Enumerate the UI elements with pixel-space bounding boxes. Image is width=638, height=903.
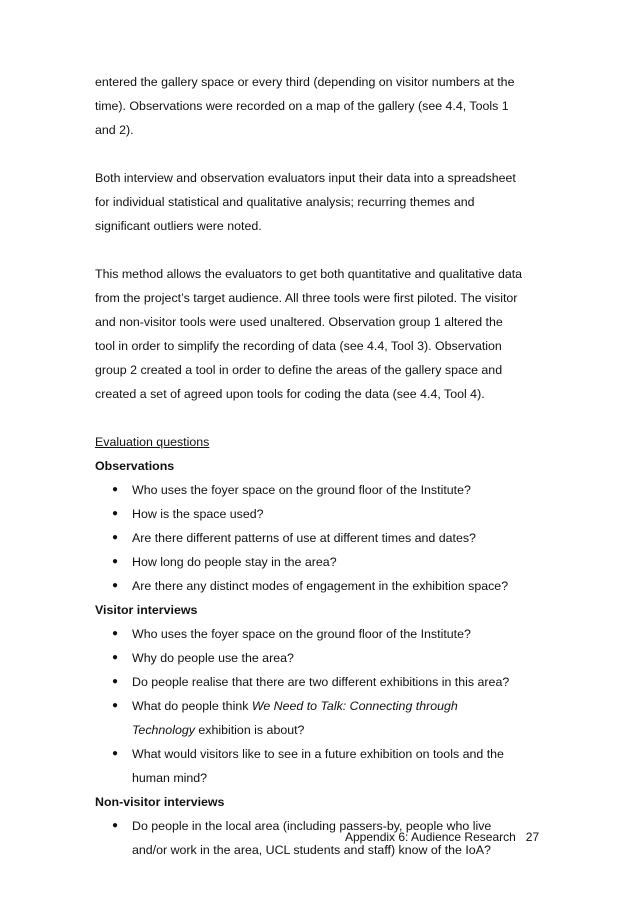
- question-text: What do people think: [132, 699, 252, 713]
- text-line: Both interview and observation evaluators input their data into a spreadsheet: [95, 171, 516, 185]
- list-item: [95, 478, 555, 502]
- question-text: Do people realise that there are two different exhibitions in this area?: [132, 675, 510, 689]
- observations-heading: Observations: [95, 459, 175, 473]
- list-item: [95, 622, 555, 646]
- question-text-line: [132, 694, 555, 718]
- question-text: How long do people stay in the area?: [132, 555, 337, 569]
- list-item: [95, 526, 555, 550]
- text-line: for individual statistical and qualitative analysis; recurring themes and: [95, 195, 475, 209]
- text-line: from the project’s target audience. All three tools were first piloted. The visitor: [95, 291, 518, 305]
- text-line: group 2 created a tool in order to define the areas of the gallery space and: [95, 363, 503, 377]
- question-text: Who uses the foyer space on the ground floor of the Institute?: [132, 627, 471, 641]
- text-line: This method allows the evaluators to get both quantitative and qualitative data: [95, 267, 523, 281]
- list-item: [95, 574, 555, 598]
- paragraph-method-observations: [95, 70, 555, 142]
- visitor-interviews-heading: Visitor interviews: [95, 603, 198, 617]
- list-item: [95, 502, 555, 526]
- text-line: and 2).: [95, 123, 134, 137]
- page-number: 27: [525, 830, 540, 844]
- question-text: Are there different patterns of use at different times and dates?: [132, 531, 476, 545]
- bullet-icon: ●: [112, 508, 119, 519]
- bullet-icon: ●: [112, 580, 119, 591]
- question-text-line: and/or work in the area, UCL students and staff) know of the IoA?: [132, 843, 491, 857]
- question-text-line: [132, 718, 555, 742]
- bullet-icon: ●: [112, 700, 119, 711]
- question-text-line: human mind?: [132, 771, 208, 785]
- question-text: How is the space used?: [132, 507, 264, 521]
- exhibition-title: We Need to Talk: Connecting through: [251, 699, 458, 713]
- bullet-icon: ●: [112, 652, 119, 663]
- text-line: tool in order to simplify the recording of data (see 4.4, Tool 3). Observation: [95, 339, 502, 353]
- exhibition-title: Technology: [132, 723, 195, 737]
- text-line: significant outliers were noted.: [95, 219, 262, 233]
- question-text-line: What would visitors like to see in a future exhibition on tools and the: [132, 747, 504, 761]
- text-line: entered the gallery space or every third (depending on visitor numbers at the: [95, 75, 515, 89]
- text-line: created a set of agreed upon tools for coding the data (see 4.4, Tool 4).: [95, 387, 485, 401]
- question-text: Who uses the foyer space on the ground floor of the Institute?: [132, 483, 471, 497]
- bullet-icon: ●: [112, 484, 119, 495]
- document-page: [95, 70, 555, 862]
- bullet-icon: ●: [112, 748, 119, 759]
- bullet-icon: ●: [112, 532, 119, 543]
- question-text: exhibition is about?: [194, 723, 305, 737]
- list-item: [95, 742, 555, 790]
- observations-question-list: [95, 478, 555, 598]
- list-item: [95, 670, 555, 694]
- evaluation-questions-heading: Evaluation questions: [95, 435, 210, 449]
- question-text: Are there any distinct modes of engagement in the exhibition space?: [132, 579, 509, 593]
- paragraph-data-input: [95, 166, 555, 238]
- page-footer: [345, 829, 539, 845]
- list-item: [95, 550, 555, 574]
- footer-label: Appendix 6: Audience Research: [345, 830, 516, 844]
- question-text-line: Do people in the local area (including passers-by, people who live: [132, 819, 492, 833]
- question-text: Why do people use the area?: [132, 651, 294, 665]
- list-item: [95, 694, 555, 742]
- bullet-icon: ●: [112, 628, 119, 639]
- visitor-question-list: [95, 622, 555, 790]
- paragraph-method-summary: [95, 262, 555, 406]
- bullet-icon: ●: [112, 820, 119, 831]
- bullet-icon: ●: [112, 676, 119, 687]
- list-item: [95, 646, 555, 670]
- non-visitor-interviews-heading: Non-visitor interviews: [95, 795, 225, 809]
- text-line: and non-visitor tools were used unaltered. Observation group 1 altered the: [95, 315, 503, 329]
- bullet-icon: ●: [112, 556, 119, 567]
- text-line: time). Observations were recorded on a map of the gallery (see 4.4, Tools 1: [95, 99, 509, 113]
